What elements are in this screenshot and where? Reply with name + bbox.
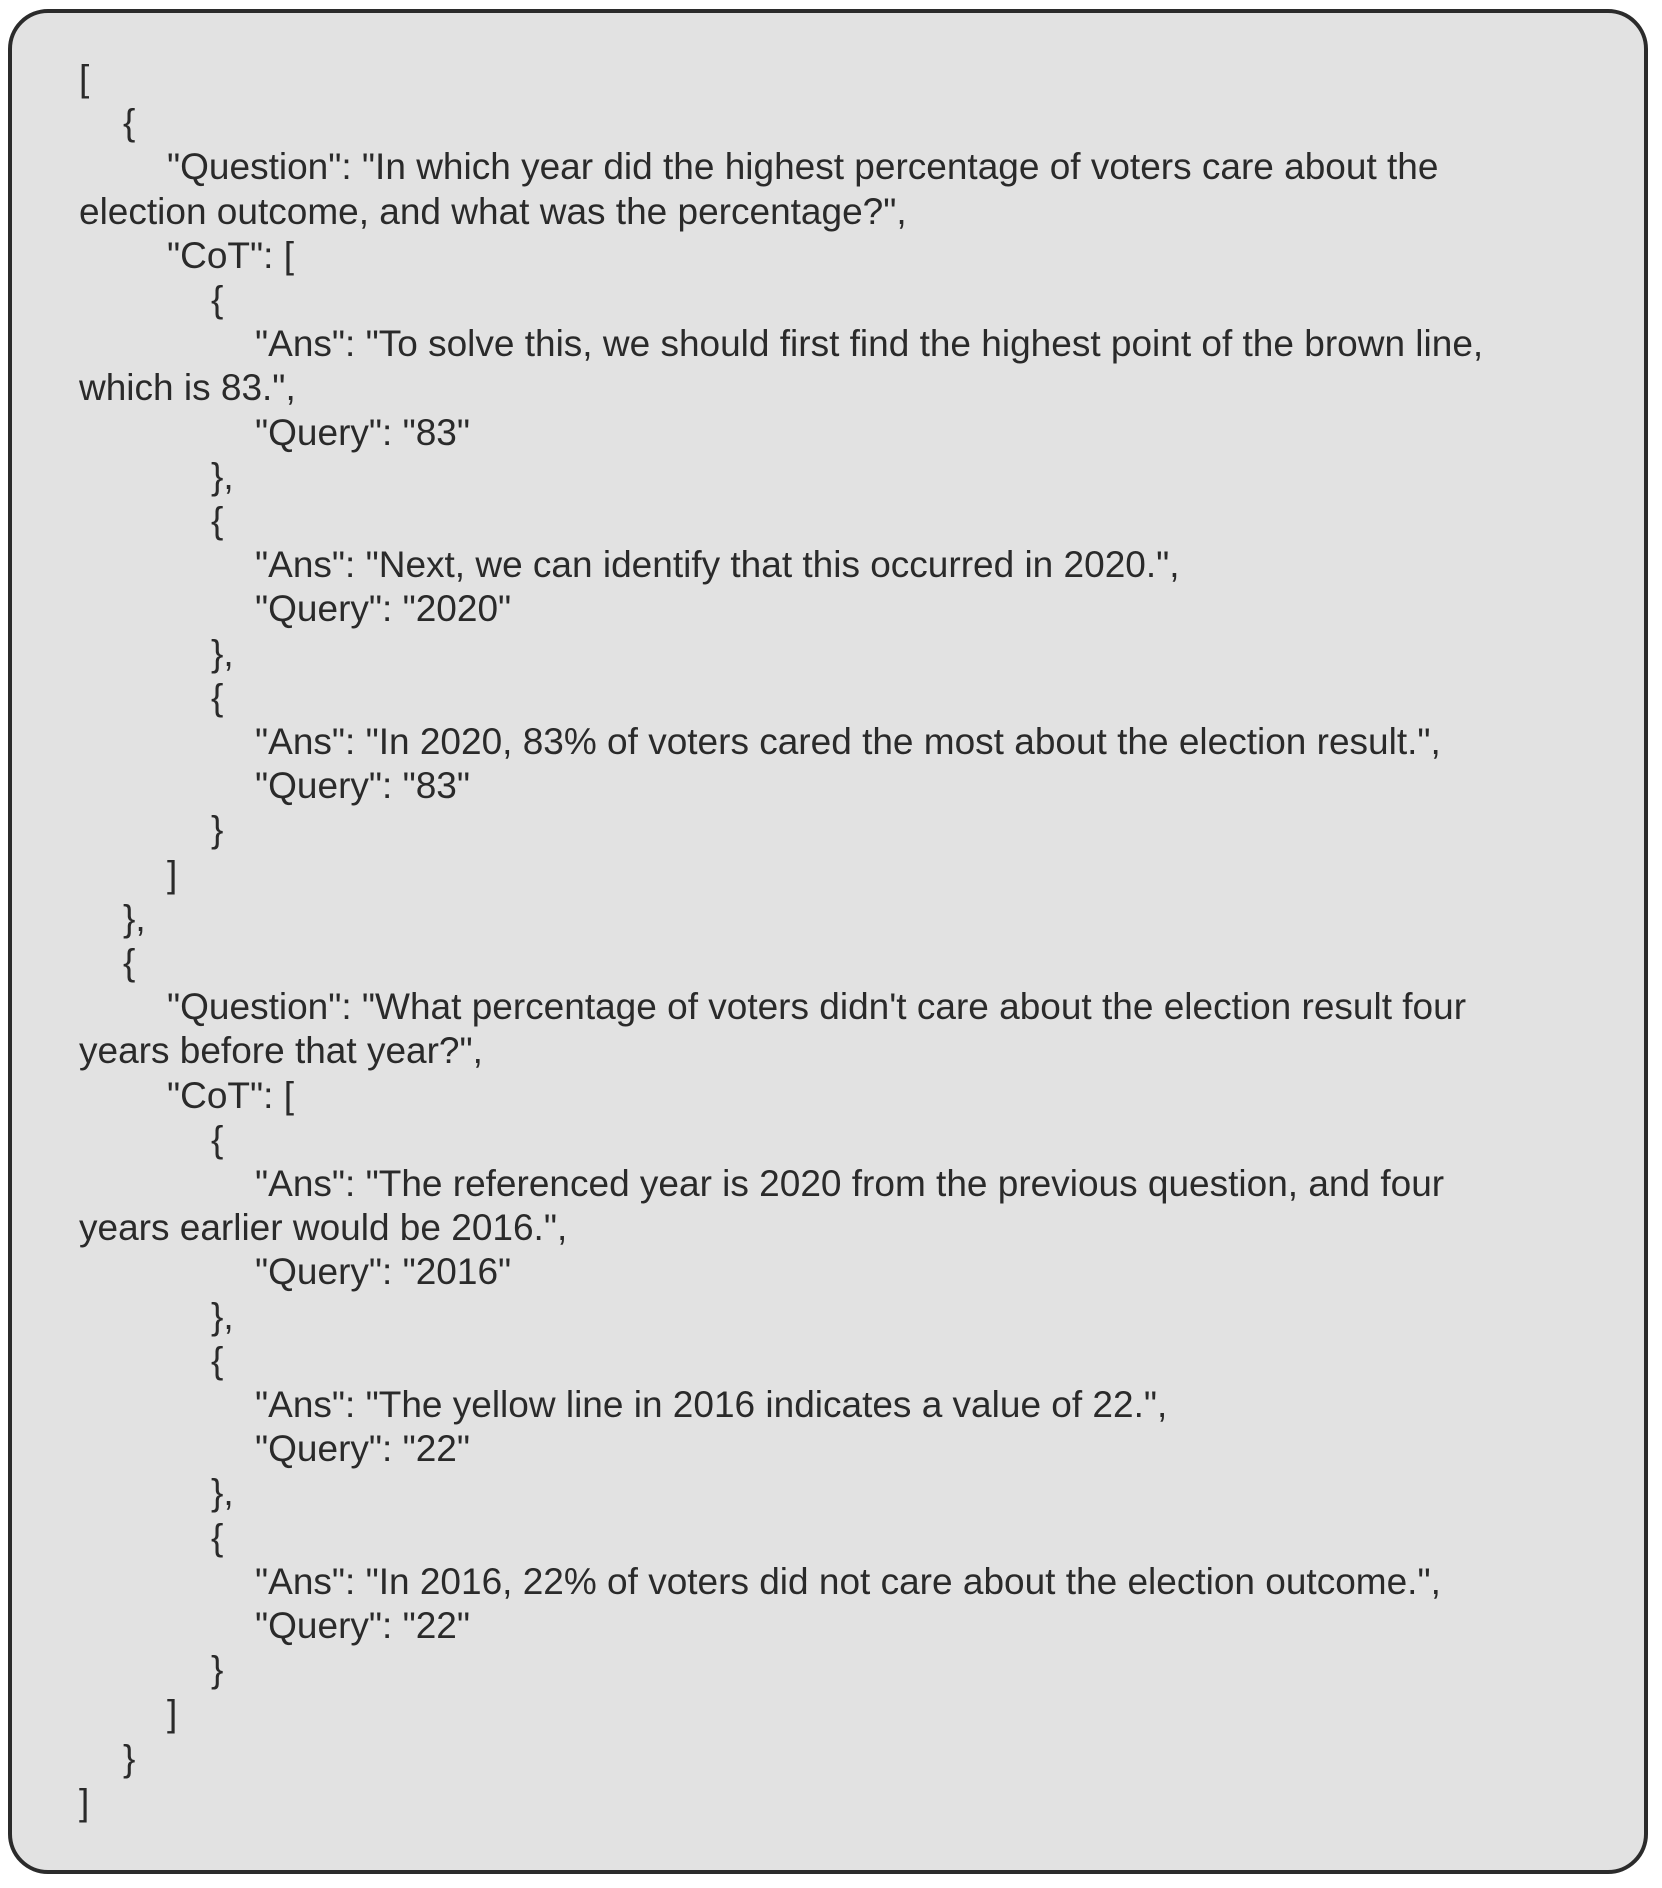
code-line: "Query": "22" (255, 1428, 471, 1470)
code-line: { (211, 1339, 224, 1381)
code-line: { (211, 676, 224, 718)
code-line: ] (167, 1693, 178, 1735)
code-line: "Query": "2016" (255, 1251, 512, 1293)
code-line: "Ans": "Next, we can identify that this occurred in 2020.", (255, 544, 1180, 586)
code-line: "CoT": [ (167, 1074, 295, 1116)
code-line: }, (211, 1472, 234, 1514)
code-line: { (211, 1516, 224, 1558)
code-line: }, (211, 632, 234, 674)
code-line: "Query": "83" (255, 411, 471, 453)
code-line: { (211, 279, 224, 320)
code-line: "Ans": "To solve this, we should first find the highest point of the brown line, (255, 323, 1484, 365)
code-line: "Ans": "In 2020, 83% of voters cared the most about the election result.", (255, 721, 1441, 762)
code-line: { (123, 942, 136, 983)
code-line: { (211, 500, 224, 541)
code-line: }, (211, 455, 234, 497)
code-line: { (211, 1118, 224, 1160)
code-line: ] (79, 1781, 90, 1823)
code-line: "Ans": "The yellow line in 2016 indicates a value of 22.", (255, 1384, 1168, 1425)
code-line: "CoT": [ (167, 234, 295, 276)
code-line: years earlier would be 2016.", (79, 1207, 568, 1249)
code-line: }, (123, 897, 146, 939)
code-line: } (211, 1649, 224, 1691)
code-line: } (211, 809, 224, 851)
json-document-panel (8, 9, 1648, 1874)
code-line: "Question": "In which year did the highest percentage of voters care about the (167, 146, 1439, 188)
code-line: years before that year?", (79, 1030, 483, 1072)
code-line: [ (79, 58, 90, 99)
code-line: "Ans": "The referenced year is 2020 from the previous question, and four (255, 1163, 1445, 1204)
code-line: ] (167, 853, 178, 895)
code-line: "Query": "22" (255, 1605, 471, 1646)
code-line: "Query": "2020" (255, 588, 512, 630)
code-line: { (123, 102, 136, 144)
code-line: "Query": "83" (255, 765, 471, 807)
code-line: }, (211, 1295, 234, 1337)
code-line: "Ans": "In 2016, 22% of voters did not care about the election outcome.", (255, 1560, 1441, 1602)
code-line: which is 83.", (79, 367, 296, 409)
code-line: "Question": "What percentage of voters didn't care about the election result four (167, 986, 1467, 1028)
code-line: } (123, 1737, 136, 1779)
code-line: election outcome, and what was the percentage?", (79, 190, 907, 232)
